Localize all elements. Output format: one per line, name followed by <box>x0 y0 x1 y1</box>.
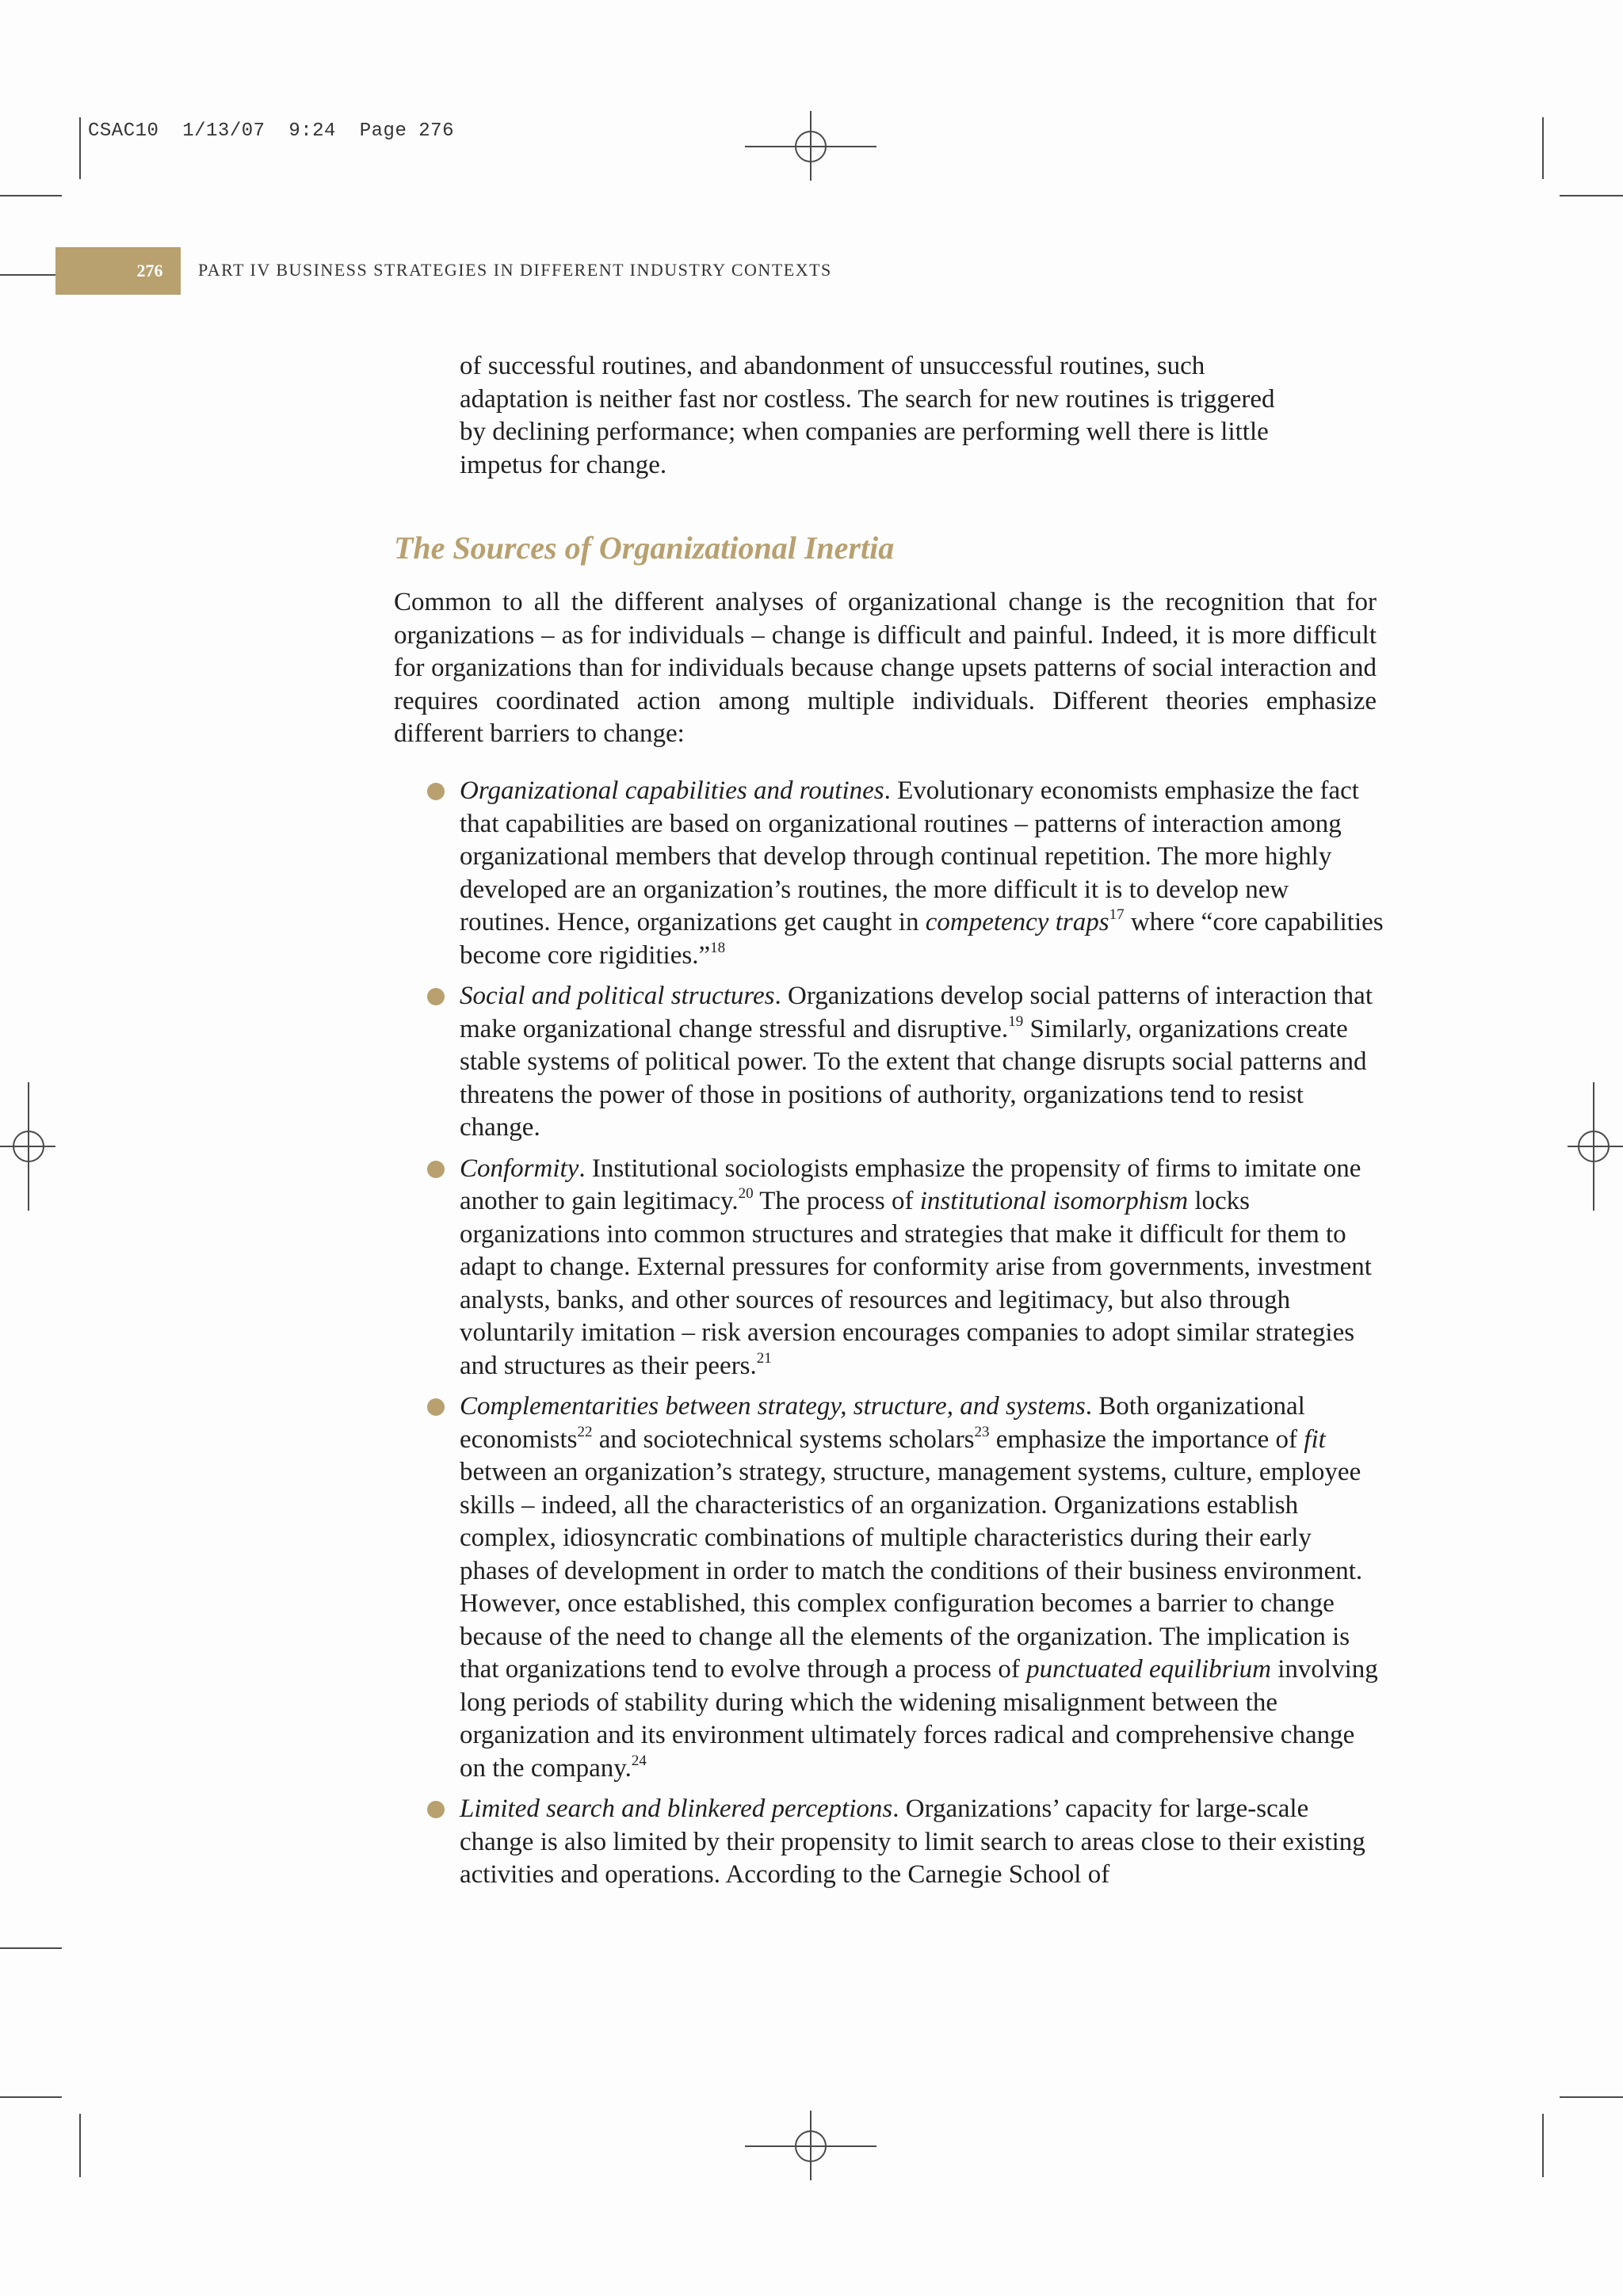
bullet-title: Complementarities between strategy, structure, and systems <box>460 1392 1086 1421</box>
footnote-ref: 21 <box>756 1349 772 1367</box>
footnote-ref: 18 <box>710 939 726 956</box>
bullet-text: Similarly, organizations create stable systems of political power. To the extent that change disrupts social patterns and threatens the power of those in positions of authority, organizations tend to resist change. <box>460 1014 1367 1142</box>
bullet-text: . Organizations develop social patterns of interaction that make organizational change stressful and disruptive. <box>460 982 1373 1043</box>
crop-mark <box>0 195 62 196</box>
bullet-text: . Evolutionary economists emphasize the fact that capabilities are based on organizational routines – patterns of interaction among organizational members that develop through continual repetition. The more highly developed are an organization’s routines, the more difficult it is to develop new routines. Hence, organizations get caught in <box>460 776 1359 936</box>
bullet-emphasis: fit <box>1304 1425 1326 1454</box>
bullet-item <box>394 1793 1384 1892</box>
section-paragraph: Common to all the different analyses of organizational change is the recognition that for organizations – as for individuals – change is difficult and painful. Indeed, it is more difficult for organizations than for individuals because change upsets patterns of social interaction and requires coordinated action among multiple individuals. Different theories emphasize different barriers to change: <box>394 588 1377 748</box>
bullet-item <box>394 980 1384 1145</box>
footnote-ref: 20 <box>738 1185 754 1202</box>
bullet-text: . Organizations’ capacity for large-scale change is also limited by their propensity to limit search to areas close to their existing activities and operations. According to the Carnegie School of <box>460 1794 1365 1889</box>
bullet-item <box>394 775 1384 972</box>
intro-line: by declining performance; when companies are performing well there is little <box>460 418 1269 446</box>
crop-mark <box>0 2096 62 2098</box>
bullet-text: and sociotechnical systems scholars <box>592 1425 975 1454</box>
footnote-ref: 23 <box>974 1423 990 1440</box>
bullet-text: emphasize the importance of <box>989 1425 1304 1454</box>
bullet-list <box>394 775 1384 1900</box>
bullet-icon <box>427 988 445 1005</box>
crop-mark <box>1542 2114 1544 2177</box>
bullet-icon <box>427 1801 445 1818</box>
bullet-text: locks organizations into common structures and strategies that make it difficult for them to adapt to change. External pressures for conformity arise from governments, investment analysts, banks, and other sources of resources and legitimacy, but also through voluntarily imitation – risk aversion encourages companies to adopt similar strategies and structures as their peers. <box>460 1187 1372 1380</box>
bullet-icon <box>427 783 445 800</box>
bullet-item <box>394 1390 1384 1785</box>
bullet-icon <box>427 1161 445 1178</box>
crop-mark <box>1560 2096 1623 2098</box>
bullet-icon <box>427 1398 445 1416</box>
bullet-text: The process of <box>753 1187 920 1215</box>
section-heading: The Sources of Organizational Inertia <box>394 530 895 566</box>
intro-line: of successful routines, and abandonment of unsuccessful routines, such <box>460 352 1205 380</box>
crop-mark <box>0 1947 62 1949</box>
bullet-emphasis: competency traps <box>925 908 1109 936</box>
bullet-text: . Both organizational economists <box>460 1392 1305 1454</box>
intro-line: impetus for change. <box>460 450 667 479</box>
bullet-text: involving long periods of stability during which the widening misalignment between the organization and its environment ultimately forces radical and comprehensive change on the company. <box>460 1655 1378 1783</box>
page-number: 276 <box>136 261 163 280</box>
bullet-emphasis: punctuated equilibrium <box>1026 1655 1272 1684</box>
crop-mark <box>1542 117 1544 179</box>
footnote-ref: 17 <box>1109 906 1125 923</box>
crop-mark <box>79 117 81 179</box>
bullet-emphasis: institutional isomorphism <box>919 1187 1189 1215</box>
bullet-item <box>394 1153 1384 1383</box>
bullet-text: . Institutional sociologists emphasize the propensity of firms to imitate one another to gain legitimacy. <box>460 1154 1361 1215</box>
bullet-title: Organizational capabilities and routines <box>460 776 884 805</box>
running-head: PART IV BUSINESS STRATEGIES IN DIFFERENT INDUSTRY CONTEXTS <box>198 260 832 280</box>
bullet-text: between an organization’s strategy, structure, management systems, culture, employee skills – indeed, all the characteristics of an organization. Organizations establish complex, idiosyncratic combinations of multiple characteristics during their early phases of development in order to match the conditions of their business environment. However, once established, this complex configuration becomes a barrier to change because of the need to change all the elements of the organization. The implication is that organizations tend to evolve through a process of <box>460 1458 1363 1684</box>
crop-mark <box>0 274 55 276</box>
print-slug: CSAC10 1/13/07 9:24 Page 276 <box>88 120 454 142</box>
bullet-title: Limited search and blinkered perceptions <box>460 1794 893 1823</box>
bullet-title: Conformity <box>460 1154 579 1183</box>
crop-mark <box>79 2114 81 2177</box>
intro-paragraph <box>460 350 1379 482</box>
bullet-text: where “core capabilities become core rigidities.” <box>460 908 1384 970</box>
crop-mark <box>1560 195 1623 196</box>
footnote-ref: 24 <box>631 1752 647 1769</box>
footnote-ref: 22 <box>577 1423 593 1440</box>
bullet-title: Social and political structures <box>460 982 775 1010</box>
footnote-ref: 19 <box>1008 1013 1024 1030</box>
intro-line: adaptation is neither fast nor costless. The search for new routines is triggered <box>460 384 1275 414</box>
